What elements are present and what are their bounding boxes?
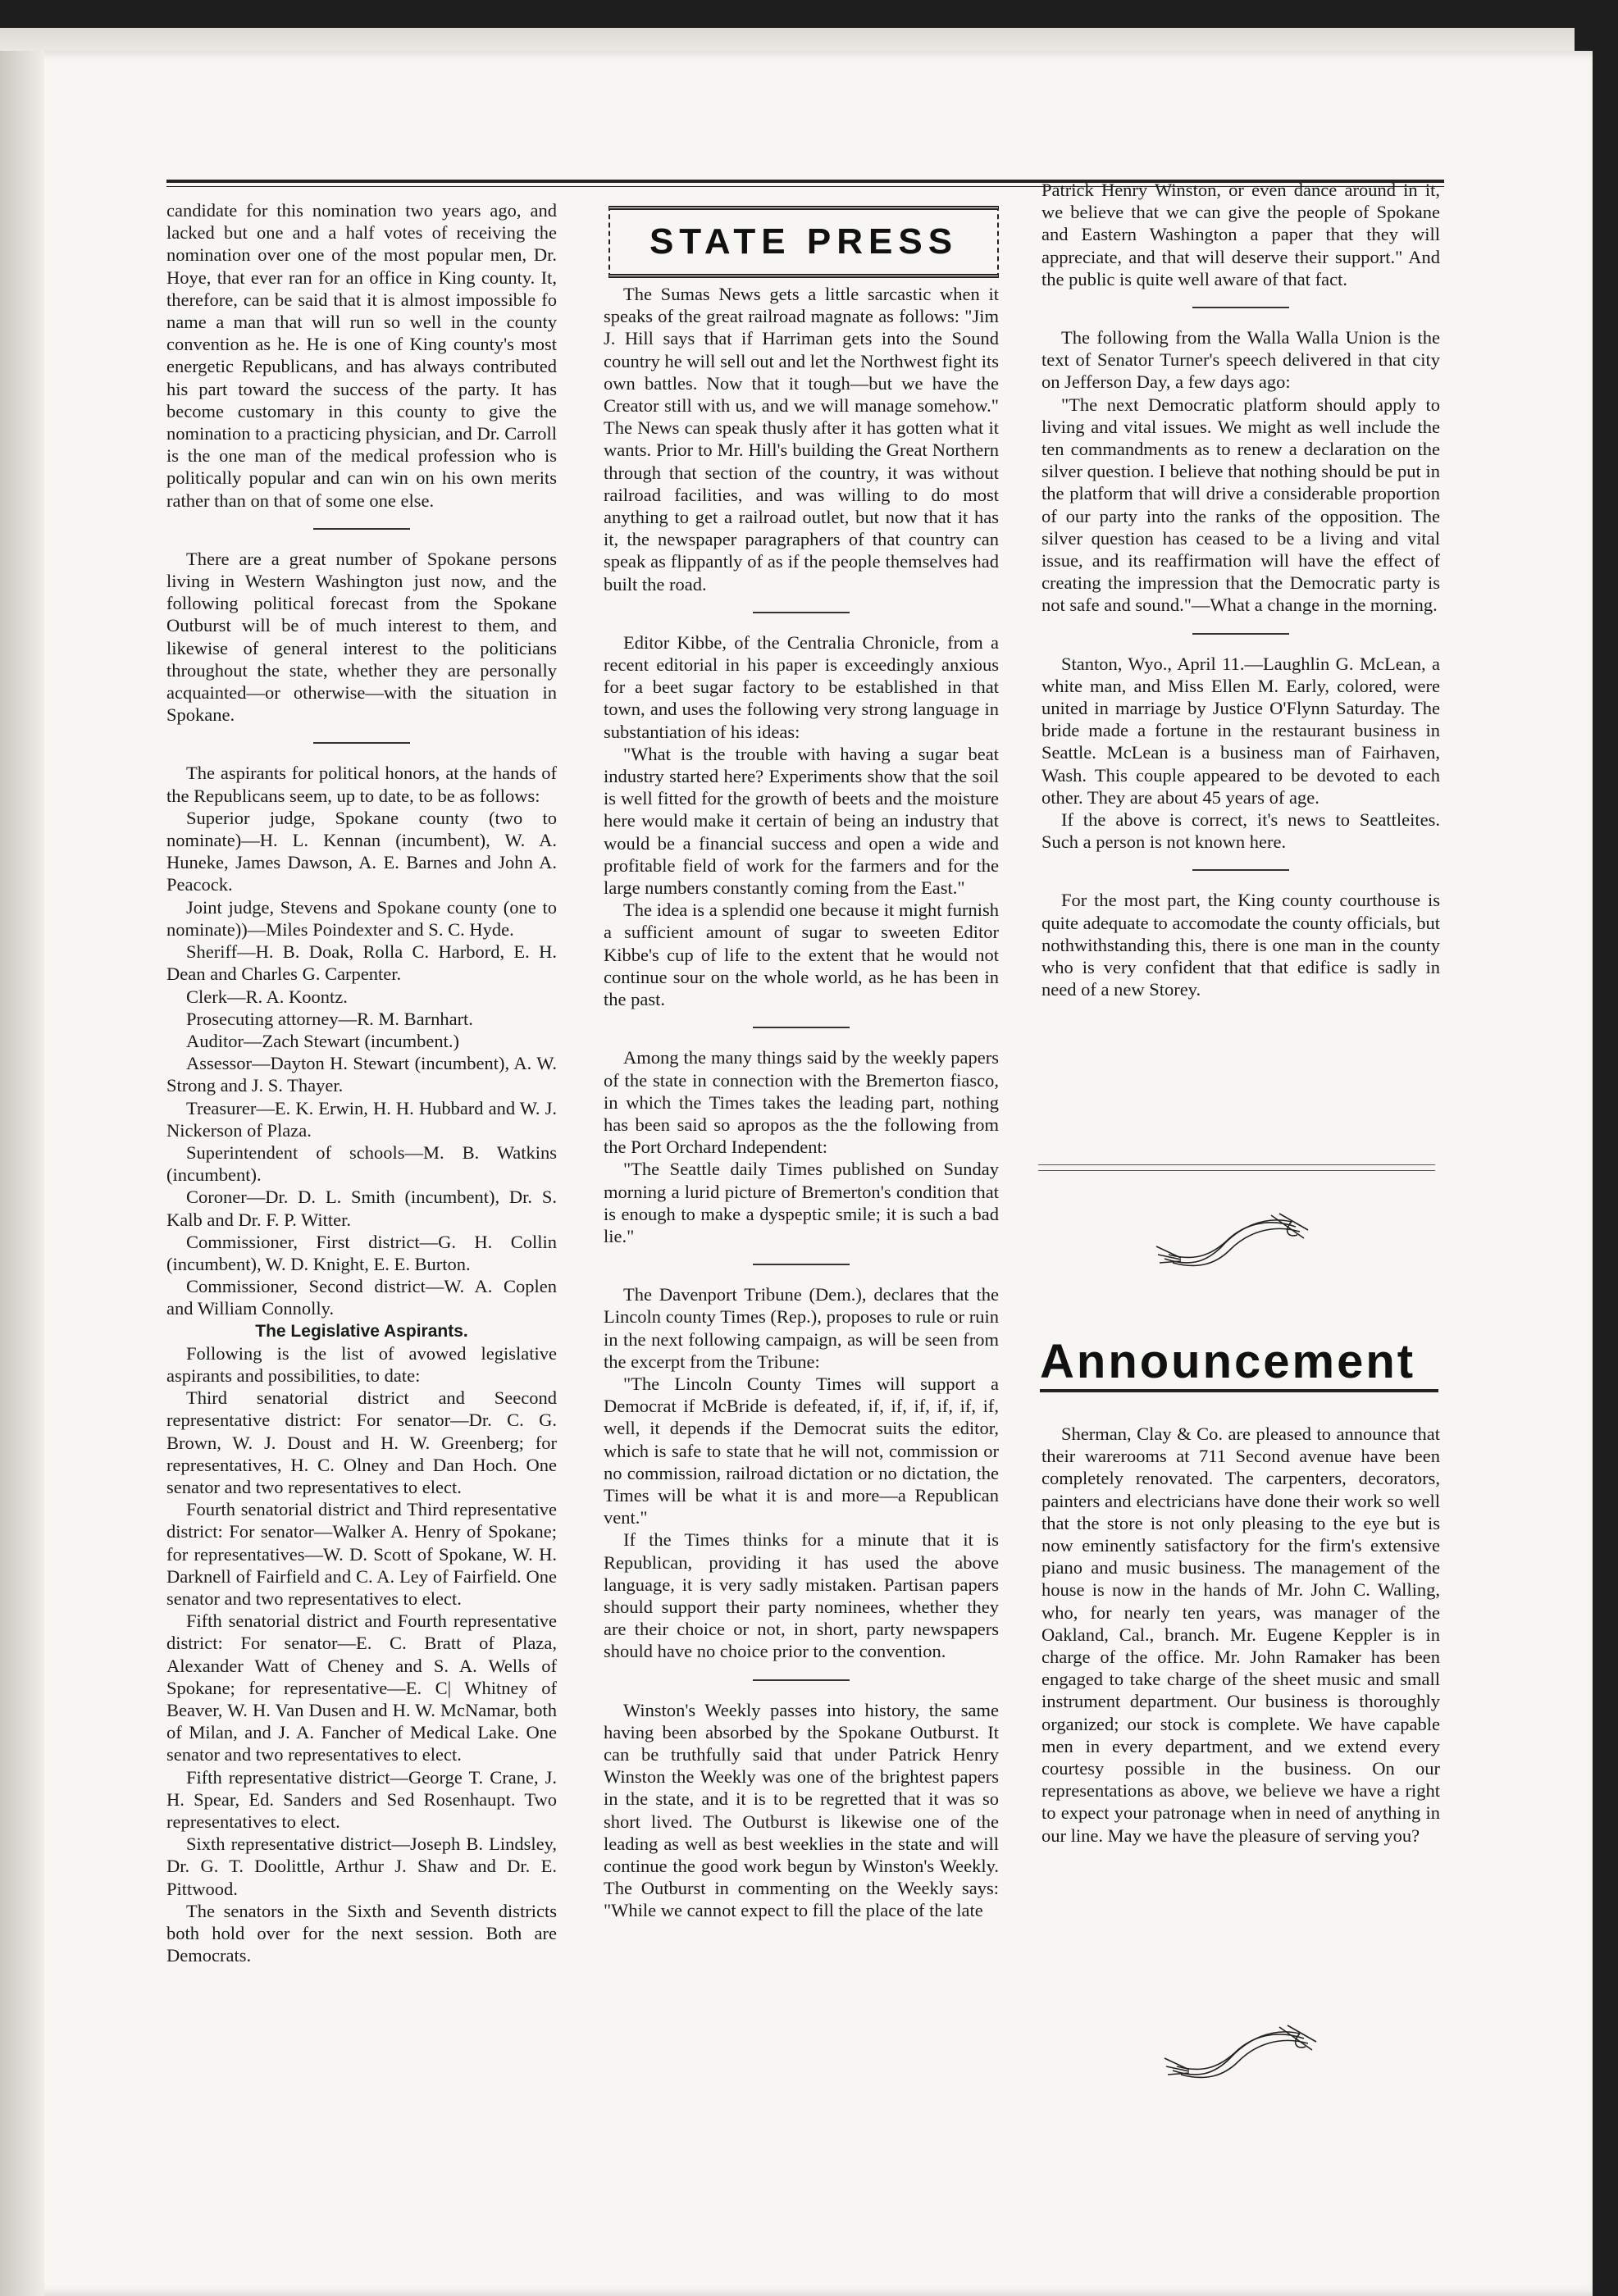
article-paragraph: Among the many things said by the weekly papers of the state in connection with the Bremerton fiasco, in which the Times takes the leading part, nothing has been said so apropos as the the following from the Port Orchard Independent: (604, 1047, 999, 1158)
announcement-title: Announcement (1040, 1337, 1438, 1392)
article-paragraph: "The Lincoln County Times will support a Democrat if McBride is defeated, if, if, if, if, if, if, well, it depends if the Democrat suits the editor, which is safe to state that he will not, commission or no commission, railroad dictation or no dictation, the Times will be what it is and more—a Republican vent." (604, 1373, 999, 1528)
article-paragraph: Sherman, Clay & Co. are pleased to announce that their warerooms at 711 Second avenue have been completely renovated. The carpenters, decorators, painters and electricians have done their work so well that the store is not only pleasing to the eye but is now eminently satisfactory for the firm's extensive piano and music business. The management of the house is now in the hands of Mr. John C. Walling, who, for nearly ten years, was manager of the Oakland, Cal., branch. Mr. Eugene Keppler is in charge of the office. Mr. John Ramaker has been engaged to take charge of the sheet music and small instrument department. Our business is thoroughly organized; our stock is complete. We have capable men in every department, and we extend every courtesy possible in the business. On our representations as above, we believe we have a right to expect your patronage when in need of anything in our line. May we have the pleasure of serving you? (1041, 1424, 1440, 1846)
list-item: Sixth representative district—Joseph B. Lindsley, Dr. G. T. Doolittle, Arthur J. Shaw and Dr. E. Pittwood. (166, 1834, 557, 1899)
list-item: Joint judge, Stevens and Spokane county (one to nominate))—Miles Poindexter and S. C. Hyde. (166, 896, 557, 940)
list-item: Fifth representative district—George T. Crane, J. H. Spear, Ed. Sanders and Sed Rosenhaupt. Two representatives to elect. (166, 1766, 557, 1833)
flourish-ornament-icon (1148, 1205, 1312, 1279)
announcement-body (1041, 1423, 1440, 1847)
list-item: Commissioner, Second district—W. A. Coplen and William Connolly. (166, 1276, 557, 1319)
article-paragraph: If the above is correct, it's news to Seattleites. Such a person is not known here. (1041, 809, 1440, 853)
list-item: Fourth senatorial district and Third representative district: For senator—Walker A. Henry of Spokane; for representatives—W. D. Scott of Spokane, W. H. Darknell of Fairfield and C. A. Ley of Fairfield. One senator and two representatives to elect. (166, 1499, 557, 1609)
section-heading: STATE PRESS (649, 221, 959, 262)
list-item: Sheriff—H. B. Doak, Rolla C. Harbord, E. H. Dean and Charles G. Carpenter. (166, 941, 557, 985)
article-paragraph: The Davenport Tribune (Dem.), declares that the Lincoln county Times (Rep.), proposes to rule or ruin in the next following campaign, as will be seen from the excerpt from the Tribune: (604, 1284, 999, 1372)
article-paragraph: The idea is a splendid one because it might furnish a sufficient amount of sugar to sweeten Editor Kibbe's cup of life to the extent that he would not continue sour on the whole world, as he has been in the past. (604, 900, 999, 1010)
subheading: The Legislative Aspirants. (255, 1321, 468, 1341)
article-paragraph: Stanton, Wyo., April 11.—Laughlin G. McLean, a white man, and Miss Ellen M. Early, colored, were united in marriage by Justice O'Flynn Saturday. The bride made a fortune in the restaurant business in Seattle. McLean is a business man of Fairhaven, Wash. This couple appeared to be devoted to each other. They are about 45 years of age. (1041, 653, 1440, 808)
list-item: Assessor—Dayton H. Stewart (incumbent), A. W. Strong and J. S. Thayer. (166, 1053, 557, 1096)
list-item: Coroner—Dr. D. L. Smith (incumbent), Dr. S. Kalb and Dr. F. P. Witter. (166, 1187, 557, 1230)
list-item: Third senatorial district and Seecond representative district: For senator—Dr. C. G. Brown, W. J. Doust and H. W. Greenberg; for representatives, H. C. Olney and Dan Hoch. One senator and two representatives to elect. (166, 1387, 557, 1497)
separator-rule (1192, 307, 1289, 308)
article-paragraph: If the Times thinks for a minute that it is Republican, providing it has used the above language, it is very sadly mistaken. Partisan papers should support their party nominees, whether they are their choice or not, in short, party newspapers should have no choice prior to the convention. (604, 1529, 999, 1662)
list-item: Treasurer—E. K. Erwin, H. H. Hubbard and W. J. Nickerson of Plaza. (166, 1097, 557, 1141)
list-item: Clerk—R. A. Koontz. (186, 986, 348, 1007)
list-item: Prosecuting attorney—R. M. Barnhart. (186, 1008, 473, 1029)
article-paragraph: Patrick Henry Winston, or even dance around in it, we believe that we can give the people of Spokane and Eastern Washington a paper that they will appreciate, and that will deserve their support." And the public is quite well aware of that fact. (1041, 180, 1440, 289)
list-item: Auditor—Zach Stewart (incumbent.) (186, 1030, 460, 1051)
article-paragraph: "The next Democratic platform should apply to living and vital issues. We might as well include the ten commandments as to renew a declaration on the silver question. I believe that nothing should be put in the platform that will drive a considerable proportion of our party into the ranks of the opposition. The silver question has ceased to be a living and vital issue, and its reaffirmation will have the effect of creating the impression that the Democratic party is not safe and sound."—What a change in the morning. (1041, 394, 1440, 616)
list-item: Fifth senatorial district and Fourth representative district: For senator—E. C. Bratt of Plaza, Alexander Watt of Cheney and S. A. Wells of Spokane; for representative—E. C| Whitney of Beaver, W. H. Van Dusen and H. W. McNamar, both of Milan, and J. A. Fancher of Medical Lake. One senator and two representatives to elect. (166, 1610, 557, 1765)
article-paragraph: There are a great number of Spokane persons living in Western Washington just now, and the following political forecast from the Spokane Outburst will be of much interest to them, and likewise of general interest to the politicians throughout the state, whether they are personally acquainted—or otherwise—with the situation in Spokane. (166, 548, 557, 726)
column-2 (604, 283, 999, 1922)
separator-rule (753, 612, 850, 613)
article-paragraph: candidate for this nomination two years ago, and lacked but one and a half votes of receiving the nomination over one of the most popular men, Dr. Hoye, that ever ran for an office in King county. It, therefore, can be said that it is almost impossible fo name a man that will run so well in the county convention as he. He is one of King county's most energetic Republicans, and has always contributed his part toward the success of the party. It has become customary in this county to give the nomination to a practicing physician, and Dr. Carroll is the one man of the medical profession who is politically popular and can win on his own merits rather than on that of some one else. (166, 200, 557, 511)
list-item: Commissioner, First district—G. H. Collin (incumbent), W. D. Knight, E. E. Burton. (166, 1231, 557, 1274)
separator-rule (1192, 869, 1289, 871)
separator-rule (313, 528, 410, 530)
separator-rule (753, 1679, 850, 1681)
list-item: Following is the list of avowed legislative aspirants and possibilities, to date: (166, 1342, 557, 1386)
list-item: Superintendent of schools—M. B. Watkins (incumbent). (166, 1141, 557, 1186)
separator-rule (1192, 633, 1289, 635)
column-1 (166, 199, 557, 1966)
article-paragraph: The Sumas News gets a little sarcastic when it speaks of the great railroad magnate as follows: "Jim J. Hill says that if Harriman gets into the Sound country he will sell out and let the Northwest fight its own battles. Now that it tough—but we have the Creator still with us, and we will manage somehow." The News can speak thusly after it has gotten what it wants. Prior to Mr. Hill's building the Great Northern through that section of the country, it was without railroad facilities, and was willing to do most anything to get a railroad outlet, but now that it has it, the newspaper paragraphers of that country can speak as flippantly of as if the people themselves had built the road. (604, 284, 999, 594)
flourish-ornament-icon (1156, 2017, 1320, 2091)
state-press-heading-box (608, 206, 999, 278)
separator-rule (313, 742, 410, 744)
article-paragraph: The aspirants for political honors, at the hands of the Republicans seem, up to date, to be as follows: (166, 763, 557, 806)
page-gutter (0, 51, 44, 2296)
article-paragraph: "The Seattle daily Times published on Sunday morning a lurid picture of Bremerton's condition that is enough to make a dyspeptic smile; it is such a bad lie." (604, 1159, 999, 1246)
article-paragraph: For the most part, the King county courthouse is quite adequate to accomodate the county officials, but nothwithstanding this, there is one man in the county who is very confident that that edifice is sadly in need of a new Storey. (1041, 890, 1440, 1000)
article-paragraph: Editor Kibbe, of the Centralia Chronicle, from a recent editorial in his paper is exceedingly anxious for a beet sugar factory to be established in that town, and uses the following very strong language in substantiation of his ideas: (604, 631, 999, 742)
article-paragraph: The following from the Walla Walla Union is the text of Senator Turner's speech delivered in that city on Jefferson Day, a few days ago: (1041, 327, 1440, 393)
double-rule-divider (1038, 1164, 1435, 1171)
separator-rule (753, 1264, 850, 1265)
column-3 (1041, 179, 1440, 1001)
separator-rule (753, 1027, 850, 1028)
article-paragraph: Winston's Weekly passes into history, the same having been absorbed by the Spokane Outburst. It can be truthfully said that under Patrick Henry Winston the Weekly was one of the brightest papers in the state, and it is to be regretted that it was so short lived. The Outburst is likewise one of the leading as well as best weeklies in the state and will continue the good work begun by Winston's Weekly. The Outburst in commenting on the Weekly says: "While we cannot expect to fill the place of the late (604, 1699, 999, 1921)
list-item: Superior judge, Spokane county (two to nominate)—H. L. Kennan (incumbent), W. A. Huneke, James Dawson, A. E. Barnes and John A. Peacock. (166, 807, 557, 895)
list-item: The senators in the Sixth and Seventh districts both hold over for the next session. Both are Democrats. (166, 1900, 557, 1966)
article-paragraph: "What is the trouble with having a sugar beat industry started here? Experiments show that the soil is well fitted for the growth of beets and the moisture here would make it certain of being an industry that would be a financial success and open a wide and profitable field of work for the farmers and for the large numbers constantly coming from the East." (604, 743, 999, 899)
